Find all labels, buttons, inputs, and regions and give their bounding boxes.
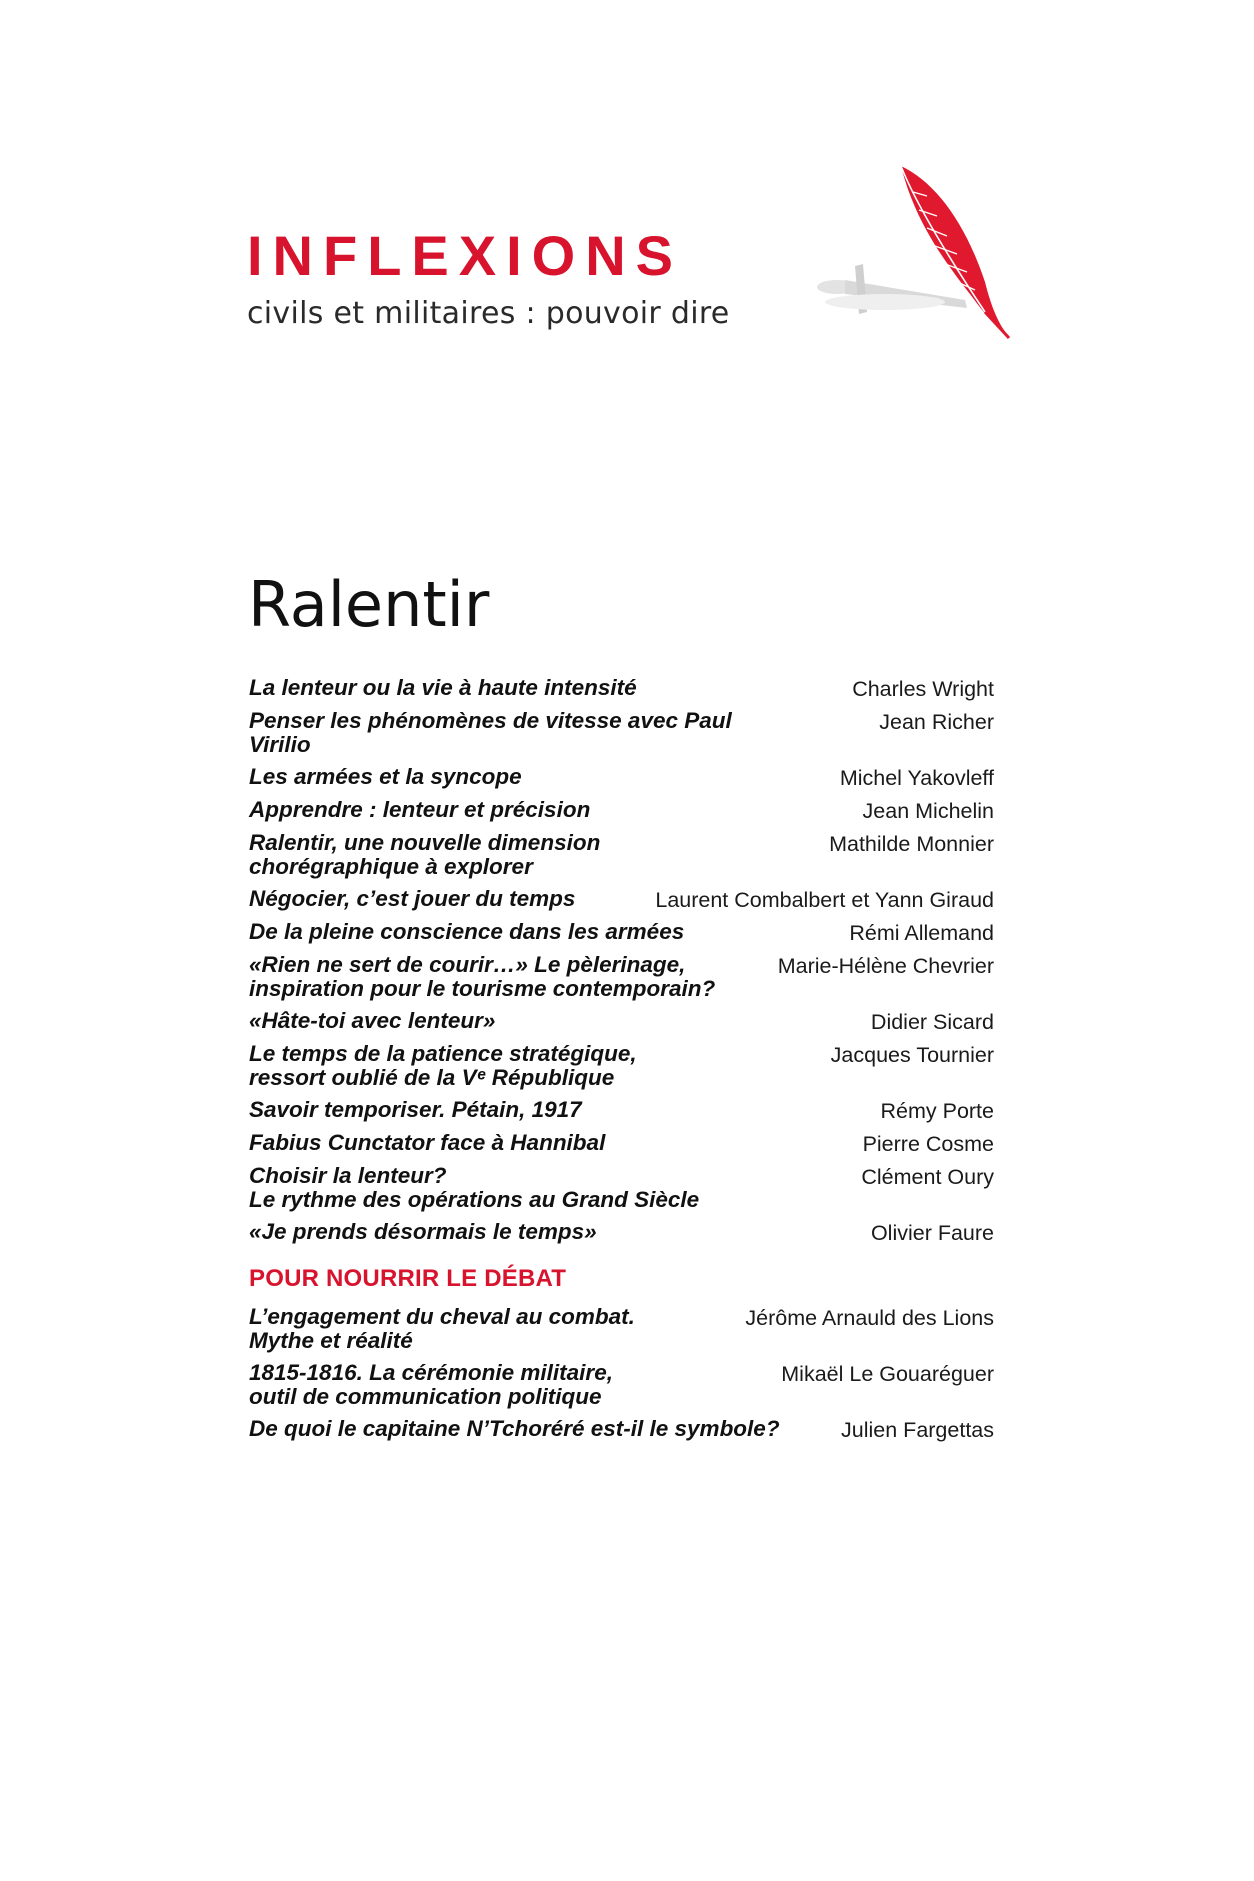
article-title: Ralentir, une nouvelle dimension chorégraphique à explorer <box>249 830 601 879</box>
article-author: Michel Yakovleff <box>839 766 994 790</box>
toc-entry <box>249 676 994 701</box>
article-author: Laurent Combalbert et Yann Giraud <box>655 888 994 912</box>
article-author: Rémy Porte <box>880 1099 994 1123</box>
sword-icon <box>817 264 967 314</box>
article-author: Didier Sicard <box>870 1010 994 1034</box>
article-title: De quoi le capitaine N’Tchoréré est-il le symbole? <box>249 1416 780 1441</box>
toc-entry <box>249 831 994 879</box>
article-title: 1815-1816. La cérémonie militaire, outil de communication politique <box>249 1360 613 1409</box>
toc-entry <box>249 709 994 757</box>
toc-entry <box>249 1164 994 1212</box>
toc-entry <box>249 1098 994 1123</box>
article-title: Fabius Cunctator face à Hannibal <box>249 1130 606 1155</box>
article-title: De la pleine conscience dans les armées <box>249 919 685 944</box>
article-title: Le temps de la patience stratégique, ressort oublié de la Vᵉ République <box>249 1041 637 1090</box>
article-author: Jean Michelin <box>862 799 994 823</box>
toc-entry <box>249 1417 994 1442</box>
article-author: Jean Richer <box>879 710 994 734</box>
article-title: «Hâte-toi avec lenteur» <box>249 1008 496 1033</box>
article-title: Savoir temporiser. Pétain, 1917 <box>249 1097 582 1122</box>
toc-entry <box>249 765 994 790</box>
article-title: «Je prends désormais le temps» <box>249 1219 597 1244</box>
article-title: L’engagement du cheval au combat. Mythe et réalité <box>249 1304 635 1353</box>
article-author: Mikaël Le Gouaréguer <box>781 1362 994 1386</box>
toc-entry <box>249 1220 994 1245</box>
article-author: Olivier Faure <box>870 1221 994 1245</box>
debate-section-heading: POUR NOURRIR LE DÉBAT <box>249 1265 567 1292</box>
masthead <box>247 224 730 331</box>
article-author: Clément Oury <box>861 1165 994 1189</box>
journal-title: INFLEXIONS <box>247 224 684 287</box>
feather-icon <box>901 166 1009 338</box>
table-of-contents <box>249 676 994 1450</box>
quill-sword-logo-icon <box>815 162 1015 342</box>
toc-entry <box>249 1361 994 1409</box>
article-title: Négocier, c’est jouer du temps <box>249 886 576 911</box>
toc-entry <box>249 1009 994 1034</box>
journal-tagline: civils et militaires : pouvoir dire <box>247 296 730 331</box>
toc-entry <box>249 1131 994 1156</box>
article-title: «Rien ne sert de courir…» Le pèlerinage, inspiration pour le tourisme contemporain? <box>249 952 716 1001</box>
article-title: Choisir la lenteur? Le rythme des opérations au Grand Siècle <box>249 1163 700 1212</box>
article-author: Mathilde Monnier <box>829 832 994 856</box>
toc-entry <box>249 920 994 945</box>
toc-entry <box>249 798 994 823</box>
issue-title: Ralentir <box>248 568 490 641</box>
toc-entry <box>249 1042 994 1090</box>
article-author: Julien Fargettas <box>841 1418 994 1442</box>
article-title: Apprendre : lenteur et précision <box>249 797 591 822</box>
article-author: Marie-Hélène Chevrier <box>777 954 994 978</box>
article-title: Penser les phénomènes de vitesse avec Paul Virilio <box>249 708 732 757</box>
toc-entry <box>249 887 994 912</box>
article-author: Charles Wright <box>852 677 994 701</box>
toc-entry <box>249 1305 994 1353</box>
article-author: Pierre Cosme <box>862 1132 994 1156</box>
article-author: Rémi Allemand <box>849 921 994 945</box>
toc-entry <box>249 953 994 1001</box>
article-author: Jérôme Arnauld des Lions <box>745 1306 994 1330</box>
article-title: La lenteur ou la vie à haute intensité <box>249 675 637 700</box>
article-author: Jacques Tournier <box>830 1043 994 1067</box>
article-title: Les armées et la syncope <box>249 764 522 789</box>
